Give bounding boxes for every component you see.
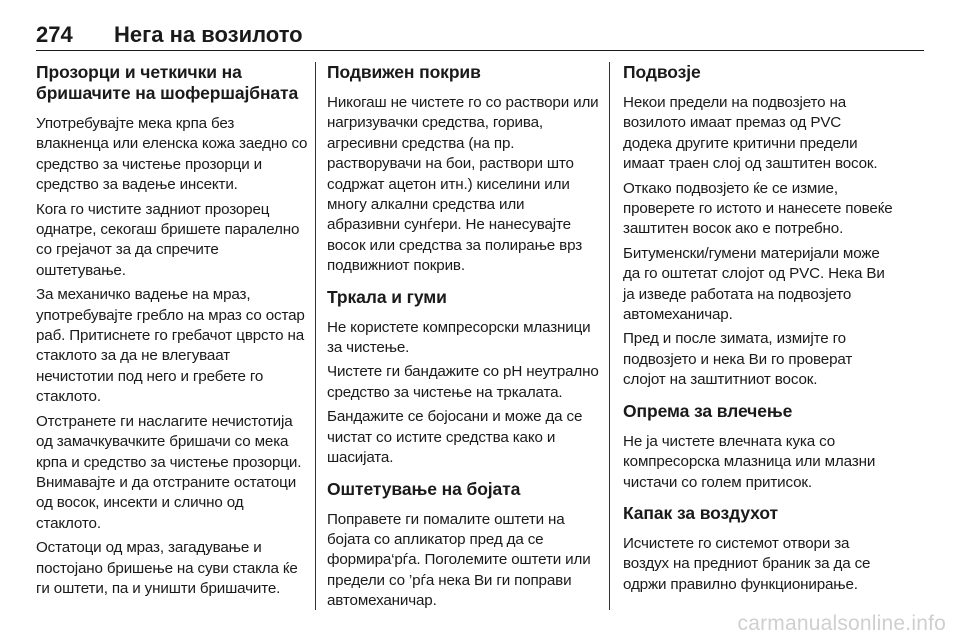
page-number: 274: [36, 22, 73, 47]
paragraph: Исчистете го системот отвори за воздух на предниот браник за да се одржи правилно функционирање.: [623, 534, 871, 593]
column-divider: [609, 62, 610, 610]
paragraph: Бандажите се бојосани и може да се чистат со истите средства како и шасијата.: [327, 408, 583, 467]
paragraph: Пред и после зимата, измијте го подвозјето и нека Ви го проверат слојот на заштитниот восок.: [623, 330, 853, 389]
header-rule: [36, 50, 924, 51]
paragraph: Откако подвозјето ќе се измие, проверете го истото и нанесете повеќе заштитен восок ако е потребно.: [623, 179, 893, 238]
paragraph: Чистете ги бандажите со pH неутрално средство за чистење на тркалата.: [327, 363, 599, 401]
paragraph: Остатоци од мраз, загадување и постојано бришење на суви стакла ќе ги оштети, па и уништи бришачите.: [36, 539, 298, 597]
paragraph: Отстранете ги наслагите нечистотија од замачкувачките бришачи со мека крпа и средство за чистење прозорци. Внимавајте и да отстраните остатоци од восок, инсекти и слично од стаклото.: [36, 412, 302, 532]
chapter-title: Нега на возилото: [114, 22, 303, 47]
section-heading-paint-damage: Оштетување на бојата: [327, 478, 521, 499]
paragraph: Некои предели на подвозјето на возилото имаат премаз од PVC додека другите критични предели имаат траен слој од заштитен восок.: [623, 94, 878, 173]
section-heading-wheels: Тркала и гуми: [327, 286, 447, 307]
section-heading-windows: Прозорци и четкички на бришачите на шофершајбната: [36, 62, 299, 103]
column-1: [36, 62, 308, 603]
paragraph: Не користете компресорски млазници за чистење.: [327, 318, 591, 357]
section-heading-towing: Опрема за влечење: [623, 400, 793, 421]
page-header: [36, 22, 924, 52]
paragraph: Никогаш не чистете го со раствори или нагризувачки средства, горива, агресивни средства (на пр. растворувачи на бои, раствори што содржат ацетон итн.) киселини или многу алкални средства или абразивни сунѓери. Не нанесувајте восок или средства за полирање врз подвижниот покрив.: [327, 94, 599, 275]
watermark: carmanualsonline.info: [737, 612, 946, 635]
column-3: [623, 62, 893, 599]
paragraph: Битуменски/гумени материјали може да го оштетат слојот од PVC. Нека Ви ја изведе работата на подвозјето автомеханичар.: [623, 244, 885, 324]
section-heading-underbody: Подвозје: [623, 62, 701, 82]
section-heading-sunroof: Подвижен покрив: [327, 62, 481, 82]
section-heading-air-intake: Капак за воздухот: [623, 502, 778, 523]
paragraph: Не ја чистете влечната кука со компресорска млазница или млазни чистачи со голем притисок.: [623, 432, 876, 491]
paragraph: Кога го чистите задниот прозорец однатре, секогаш бришете паралелно со грејачот за да спречите оштетување.: [36, 200, 300, 279]
paragraph: Употребувајте мека крпа без влакненца или еленска кожа заедно со средство за чистење прозорци и средство за вадење инсекти.: [36, 115, 308, 194]
paragraph: Поправете ги помалите оштети на бојата со апликатор пред да се формира‘рѓа. Поголемите оштети или предели со ’рѓа нека Ви ги поправи автомеханичар.: [327, 510, 591, 610]
paragraph: За механичко вадење на мраз, употребувајте гребло на мраз со остар раб. Притиснете го гребачот цврсто на стаклото за да не влегуваат нечистотии под него и гребете го стаклото.: [36, 286, 305, 406]
column-2: [327, 62, 599, 616]
column-divider: [315, 62, 316, 610]
